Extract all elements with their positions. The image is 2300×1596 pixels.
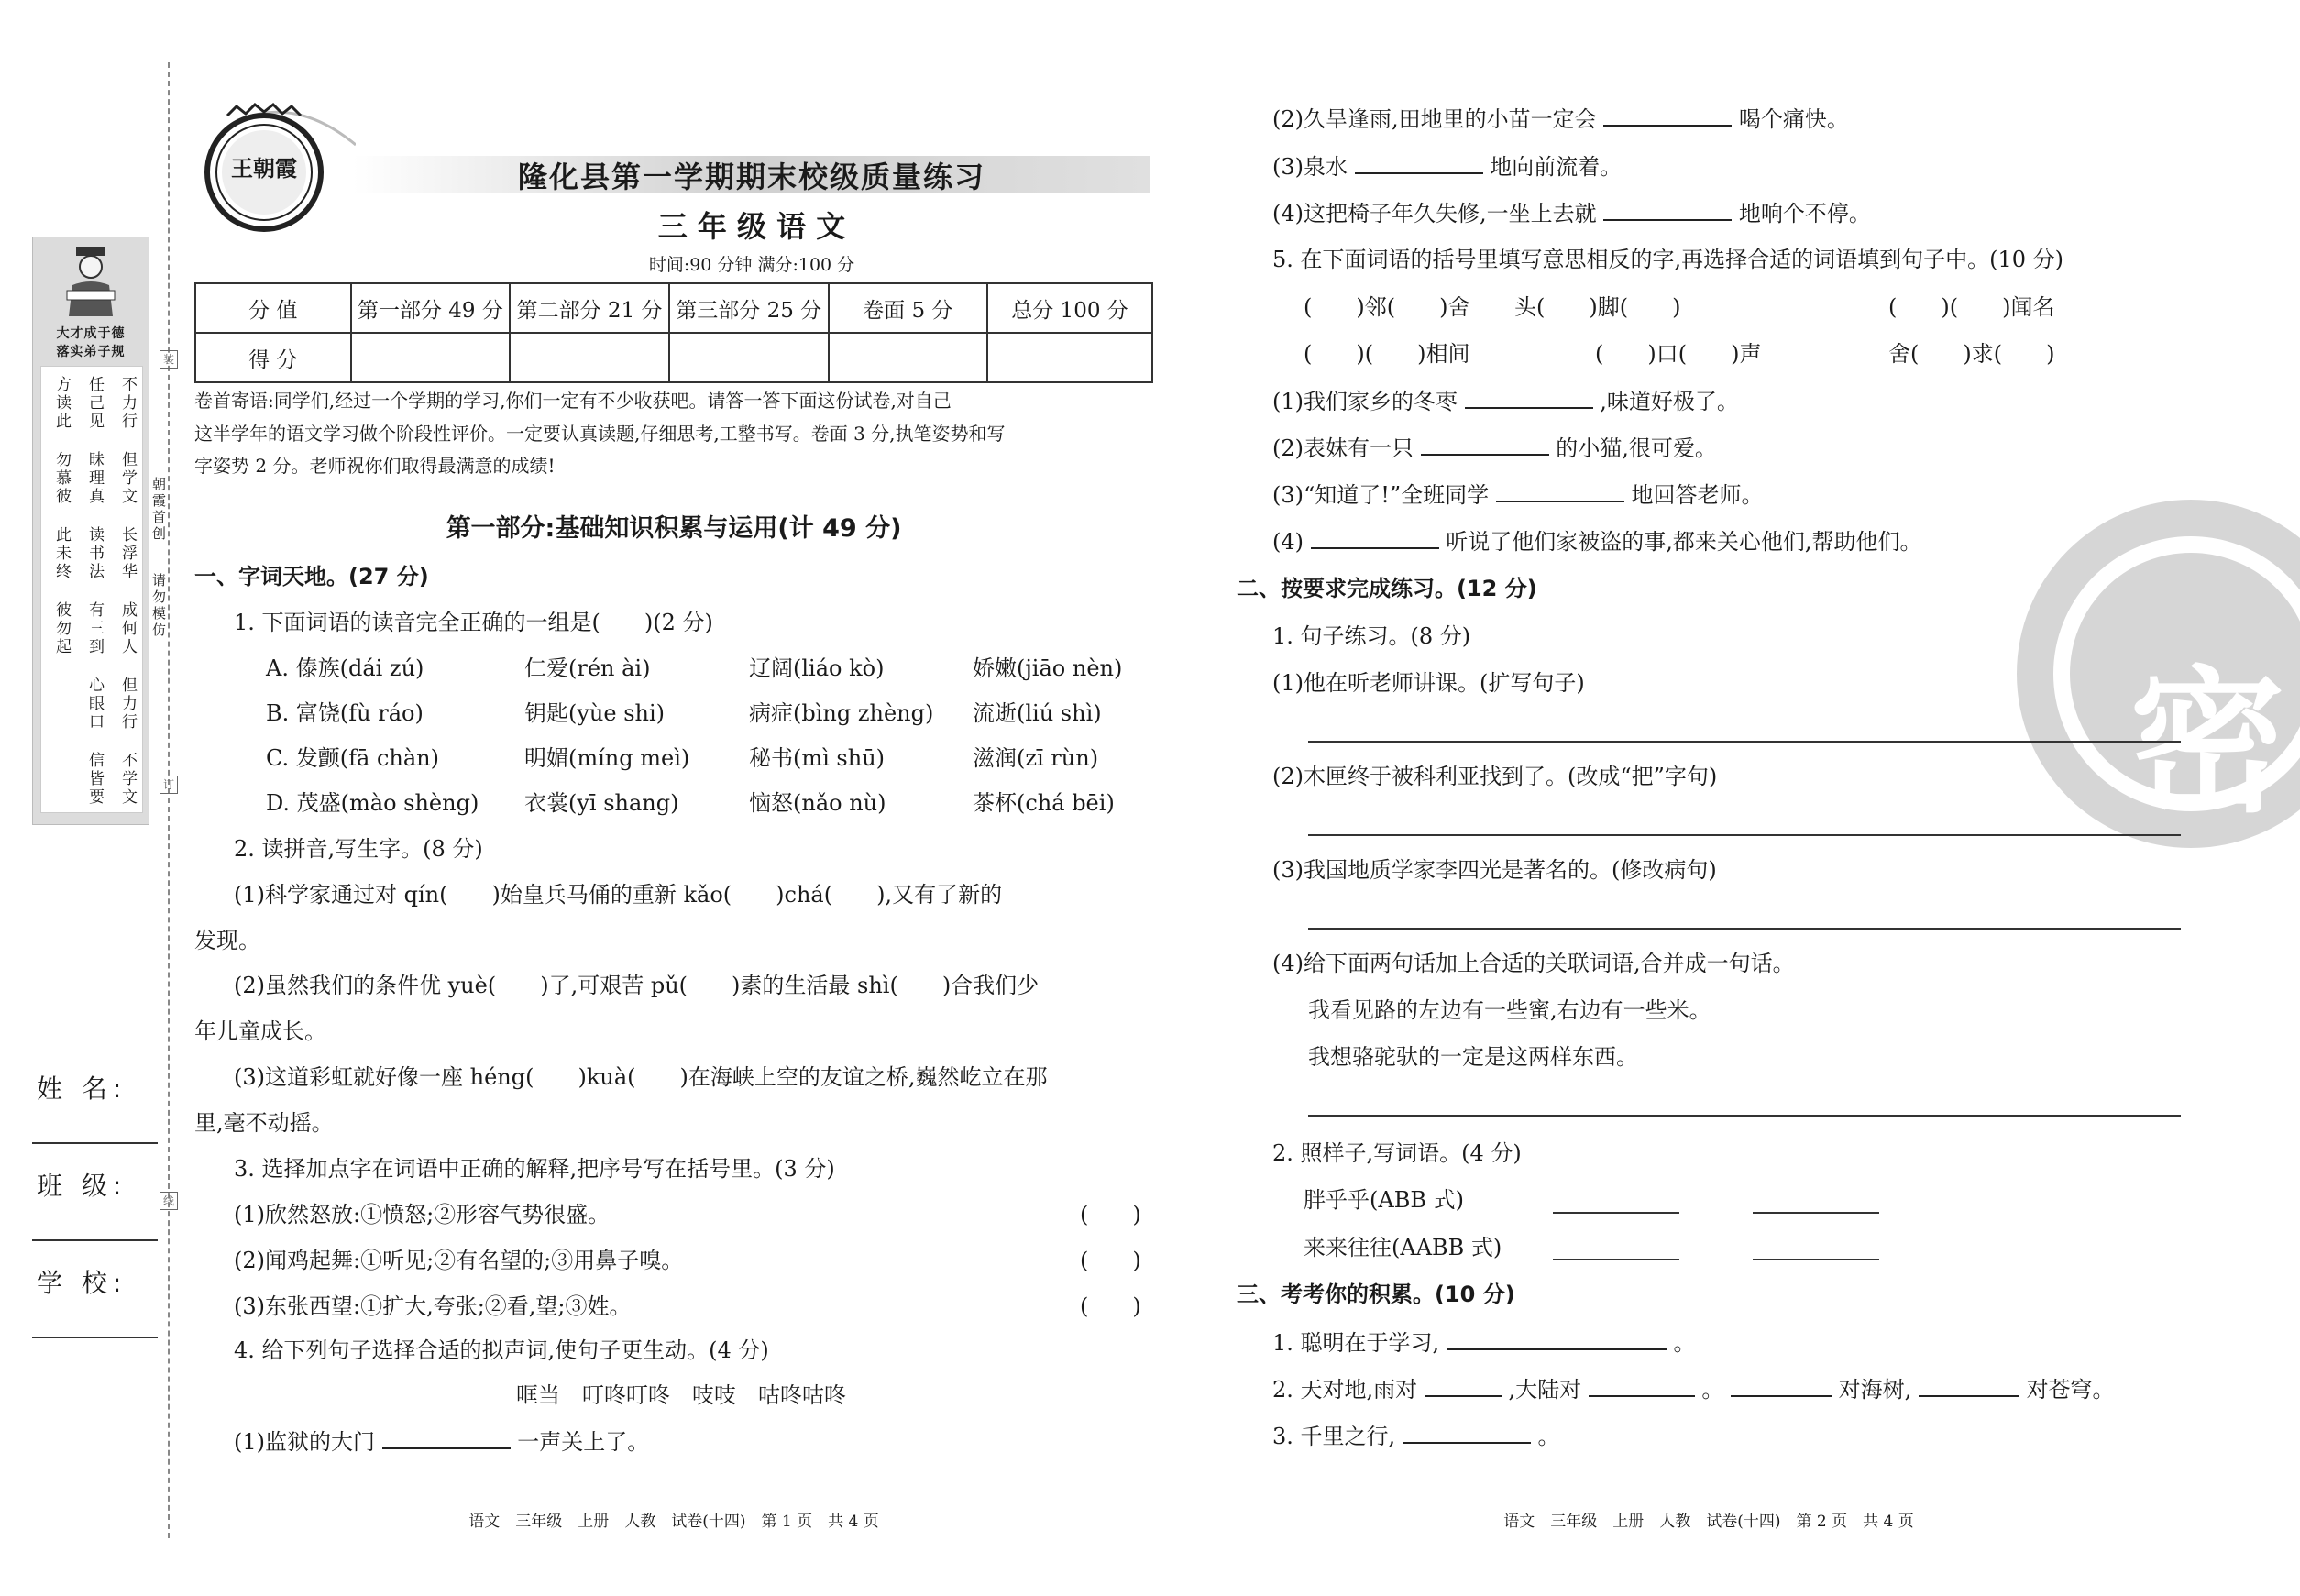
option-cell: 钥匙(yùe shi) — [524, 700, 666, 726]
sentence-post: 。 — [1537, 1424, 1560, 1449]
motto-col: 此未终 — [52, 526, 71, 581]
school-field[interactable] — [32, 1337, 158, 1338]
answer-bracket[interactable]: ( ) — [1080, 1293, 1141, 1319]
option-cell: 茶杯(chá bēi) — [973, 790, 1115, 816]
sentence-post: 地回答老师。 — [1631, 482, 1764, 508]
option-cell: D. 茂盛(mào shèng) — [266, 790, 479, 816]
word-pattern: 胖乎乎(ABB 式) — [1304, 1187, 1464, 1213]
binding-marker: 订 — [160, 776, 178, 794]
class-field[interactable] — [32, 1239, 158, 1241]
sentence-post: 。 — [1673, 1330, 1696, 1356]
motto-col: 但学文 — [118, 451, 137, 506]
motto-col: 但力行 — [118, 677, 137, 732]
antonym-fill[interactable]: ( )口( )声 — [1595, 341, 1762, 367]
question: 1. 句子练习。(8 分) — [1272, 623, 1471, 649]
motto-col: 读书法 — [85, 526, 104, 581]
score-cell: 第一部分 49 分 — [351, 283, 511, 333]
school-label: 学 校: — [37, 1268, 127, 1298]
motto-box — [32, 237, 149, 825]
answer-blank[interactable] — [1311, 527, 1439, 549]
sentence-post: 对苍穹。 — [2026, 1377, 2115, 1403]
motto-col: 不力行 — [118, 376, 137, 431]
question: 5. 在下面词语的括号里填写意思相反的字,再选择合适的词语填到句子中。(10 分) — [1272, 247, 2064, 272]
question-sub: 我想骆驼驮的一定是这两样东西。 — [1308, 1044, 1638, 1070]
answer-line[interactable] — [1753, 1259, 1879, 1260]
sentence-post: 喝个痛快。 — [1738, 106, 1849, 132]
motto-line: 落实弟子规 — [56, 345, 126, 359]
margin-note: 请勿模仿 — [150, 573, 167, 639]
motto-line: 大才成于德 — [56, 326, 126, 341]
option-cell: 流逝(liú shì) — [973, 700, 1102, 726]
sentence-pre: (3)“知道了!”全班同学 — [1272, 482, 1490, 508]
sentence-post: 一声关上了。 — [517, 1429, 650, 1455]
antonym-fill[interactable]: ( )( )闻名 — [1888, 294, 2055, 320]
answer-blank[interactable] — [1496, 480, 1624, 502]
seal-char: 密 — [2129, 653, 2285, 834]
answer-blank[interactable] — [1403, 1422, 1531, 1444]
name-field[interactable] — [32, 1142, 158, 1144]
binding-marker: 装 — [160, 350, 178, 369]
option-cell: 病症(bìng zhèng) — [749, 700, 934, 726]
section-heading: 一、字词天地。(27 分) — [194, 564, 429, 589]
question: 2. 读拼音,写生字。(8 分) — [234, 836, 483, 862]
sentence-pre: (1)监狱的大门 — [234, 1429, 375, 1455]
answer-blank[interactable] — [1603, 105, 1732, 127]
option-cell: 仁爱(rén ài) — [524, 655, 651, 681]
question: 1. 下面词语的读音完全正确的一组是( )(2 分) — [234, 610, 713, 635]
option-cell: 辽阔(liáo kò) — [749, 655, 885, 681]
question-line: (3)这道彩虹就好像一座 héng( )kuà( )在海峡上空的友谊之桥,巍然屹立在那 — [234, 1064, 1048, 1090]
answer-blank[interactable] — [1919, 1375, 2019, 1397]
question: 2. 照样子,写词语。(4 分) — [1272, 1140, 1522, 1166]
motto-col: 信皆要 — [85, 752, 104, 807]
answer-blank[interactable] — [1603, 199, 1732, 221]
question-item: (2)木匣终于被科利亚找到了。(改成“把”字句) — [1272, 764, 1718, 789]
confidential-seal-icon — [2017, 500, 2300, 848]
answer-blank[interactable] — [1355, 152, 1483, 174]
answer-blank[interactable] — [1589, 1375, 1695, 1397]
motto-col: 彼勿起 — [52, 601, 71, 656]
answer-blank[interactable] — [1425, 1375, 1502, 1397]
answer-line[interactable] — [1308, 741, 2181, 743]
preface-line: 这半学年的语文学习做个阶段性评价。一定要认真读题,仔细思考,工整书写。卷面 3 分,执笔姿势和写 — [194, 423, 1006, 445]
motto-col: 任己见 — [85, 376, 104, 431]
score-cell: 第二部分 21 分 — [510, 283, 669, 333]
section-heading: 三、考考你的积累。(10 分) — [1237, 1282, 1515, 1307]
sentence-pre: (2)久旱逢雨,田地里的小苗一定会 — [1272, 106, 1597, 132]
option-cell: 滋润(zī rùn) — [973, 745, 1099, 771]
question-item: (4)给下面两句话加上合适的关联词语,合并成一句话。 — [1272, 951, 1795, 976]
question-item: (3)东张西望:①扩大,夸张;②看,望;③姓。 — [234, 1293, 632, 1319]
answer-blank[interactable] — [1731, 1375, 1832, 1397]
question-item: (2)闻鸡起舞:①听见;②有名望的;③用鼻子嗅。 — [234, 1248, 684, 1273]
preface-line: 卷首寄语:同学们,经过一个学期的学习,你们一定有不少收获吧。请答一答下面这份试卷,对自己 — [194, 390, 952, 412]
motto-col: 长浮华 — [118, 526, 137, 581]
answer-line[interactable] — [1753, 1212, 1879, 1214]
name-label: 姓 名: — [37, 1073, 127, 1104]
sentence-pre: 3. 千里之行, — [1272, 1424, 1396, 1449]
sentence-pre: (2)表妹有一只 — [1272, 435, 1414, 461]
score-cell: 总分 100 分 — [987, 283, 1152, 333]
answer-bracket[interactable]: ( ) — [1080, 1202, 1141, 1227]
sentence-post: 听说了他们家被盗的事,都来关心他们,帮助他们。 — [1446, 529, 1922, 555]
score-input-cell[interactable] — [669, 333, 829, 382]
sentence-pre: (3)泉水 — [1272, 154, 1348, 180]
option-cell: 娇嫩(jiāo nèn) — [973, 655, 1123, 681]
brand-logo-text: 王朝霞 — [231, 155, 297, 182]
preface-line: 字姿势 2 分。老师祝你们取得最满意的成绩! — [194, 455, 556, 477]
sentence-post: 地向前流着。 — [1490, 154, 1623, 180]
answer-blank[interactable] — [382, 1427, 511, 1449]
question: 4. 给下列句子选择合适的拟声词,使句子更生动。(4 分) — [234, 1337, 769, 1363]
option-cell: B. 富饶(fù ráo) — [266, 700, 424, 726]
option-cell: 恼怒(nǎo nù) — [749, 790, 886, 816]
word-pattern: 来来往往(AABB 式) — [1304, 1235, 1502, 1260]
sentence-post: 的小猫,很可爱。 — [1556, 435, 1717, 461]
answer-line[interactable] — [1553, 1212, 1679, 1214]
question-line: 发现。 — [194, 928, 260, 953]
exam-title: 隆化县第一学期期末校级质量练习 — [517, 160, 985, 194]
antonym-fill[interactable]: 头( )脚( ) — [1514, 294, 1681, 320]
score-cell: 卷面 5 分 — [829, 283, 987, 333]
motto-col: 成何人 — [118, 601, 137, 656]
motto-col: 勿慕彼 — [52, 451, 71, 506]
binding-marker: 线 — [160, 1192, 178, 1210]
scholar-figure-icon — [63, 245, 118, 318]
sentence-pre: (1)我们家乡的冬枣 — [1272, 389, 1458, 414]
score-cell: 第三部分 25 分 — [669, 283, 829, 333]
section-heading: 二、按要求完成练习。(12 分) — [1237, 576, 1537, 601]
motto-col: 心眼口 — [85, 677, 104, 732]
sentence-pre: (4)这把椅子年久失修,一坐上去就 — [1272, 201, 1597, 226]
motto-col: 昧理真 — [85, 451, 104, 506]
score-input-cell[interactable] — [351, 333, 511, 382]
margin-note: 朝霞首创 — [150, 477, 167, 543]
answer-line[interactable] — [1308, 928, 2181, 930]
sentence-mid: 对海树, — [1838, 1377, 1912, 1403]
sentence-pre: 2. 天对地,雨对 — [1272, 1377, 1418, 1403]
question-line: (2)虽然我们的条件优 yuè( )了,可艰苦 pǔ( )素的生活最 shì( )合我们少 — [234, 973, 1040, 998]
question-item: (3)我国地质学家李四光是著名的。(修改病句) — [1272, 857, 1717, 883]
score-cell: 得 分 — [195, 333, 351, 382]
motto-col: 有三到 — [85, 601, 104, 656]
score-table — [194, 282, 1153, 383]
class-label: 班 级: — [37, 1171, 127, 1201]
answer-line[interactable] — [1553, 1259, 1679, 1260]
score-input-cell[interactable] — [829, 333, 987, 382]
question-line: 里,毫不动摇。 — [194, 1110, 334, 1136]
sentence-mid: ,大陆对 — [1508, 1377, 1582, 1403]
antonym-fill[interactable]: 舍( )求( ) — [1888, 341, 2055, 367]
question-item: (1)欣然怒放:①愤怒;②形容气势很盛。 — [234, 1202, 611, 1227]
word-bank: 哐当 叮咚叮咚 吱吱 咕咚咕咚 — [516, 1382, 846, 1408]
sentence-post: ,味道好极了。 — [1600, 389, 1739, 414]
option-cell: A. 傣族(dái zú) — [266, 655, 424, 681]
antonym-fill[interactable]: ( )邻( )舍 — [1304, 294, 1470, 320]
question: 3. 选择加点字在词语中正确的解释,把序号写在括号里。(3 分) — [234, 1156, 835, 1182]
option-cell: C. 发颤(fā chàn) — [266, 745, 439, 771]
question-item: (1)他在听老师讲课。(扩写句子) — [1272, 670, 1585, 696]
motto-col: 方读此 — [52, 376, 71, 431]
answer-blank[interactable] — [1465, 387, 1593, 409]
answer-line[interactable] — [1308, 834, 2181, 836]
option-cell: 明媚(míng meì) — [524, 745, 690, 771]
sentence-post: 地响个不停。 — [1738, 201, 1871, 226]
option-cell: 衣裳(yī shang) — [524, 790, 679, 816]
exam-subtitle: 三 年 级 语 文 — [657, 209, 846, 244]
question-line: (1)科学家通过对 qín( )始皇兵马俑的重新 kǎo( )chá( ),又有了新的 — [234, 882, 1003, 908]
motto-columns — [40, 366, 143, 813]
option-cell: 秘书(mì shū) — [749, 745, 886, 771]
motto-col: 不学文 — [118, 752, 137, 807]
question-line: 年儿童成长。 — [194, 1018, 326, 1044]
part-title: 第一部分:基础知识积累与运用(计 49 分) — [446, 514, 902, 543]
question-sub: 我看见路的左边有一些蜜,右边有一些米。 — [1308, 997, 1711, 1023]
antonym-fill[interactable]: ( )( )相间 — [1304, 341, 1470, 367]
binding-cut-line — [168, 62, 170, 1538]
answer-line[interactable] — [1308, 1115, 2181, 1117]
sentence-pre: (4) — [1272, 529, 1304, 555]
answer-bracket[interactable]: ( ) — [1080, 1248, 1141, 1273]
score-input-cell[interactable] — [510, 333, 669, 382]
sentence-pre: 1. 聪明在于学习, — [1272, 1330, 1440, 1356]
page-footer: 语文 三年级 上册 人教 试卷(十四) 第 1 页 共 4 页 — [468, 1513, 879, 1531]
answer-blank[interactable] — [1447, 1328, 1667, 1350]
answer-blank[interactable] — [1421, 434, 1549, 456]
score-cell: 分 值 — [195, 283, 351, 333]
time-info: 时间:90 分钟 满分:100 分 — [648, 255, 855, 275]
page-footer: 语文 三年级 上册 人教 试卷(十四) 第 2 页 共 4 页 — [1503, 1513, 1914, 1531]
sentence-mid: 。 — [1701, 1377, 1724, 1403]
score-input-cell[interactable] — [987, 333, 1152, 382]
